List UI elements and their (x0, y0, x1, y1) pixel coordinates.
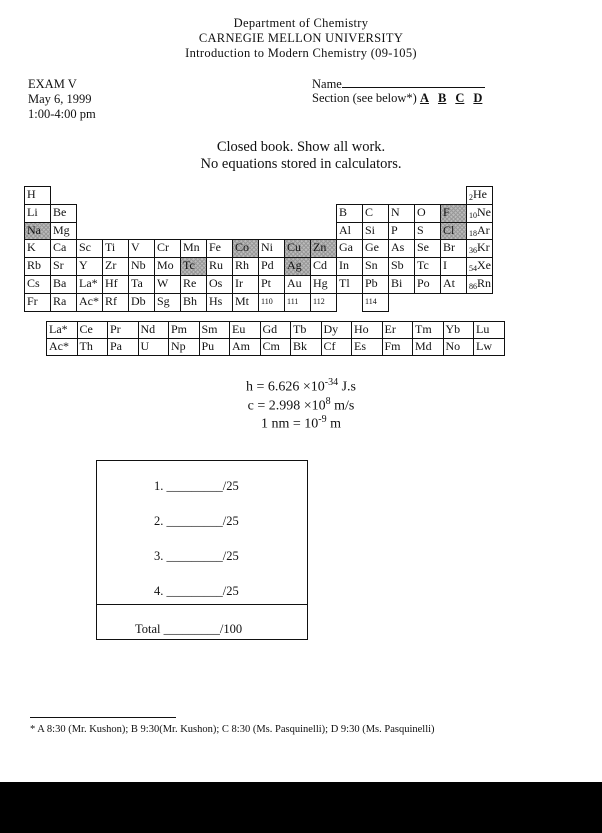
element-ga: Ga (336, 239, 363, 258)
element-ag: Ag (284, 257, 311, 276)
element-ra: Ra (50, 293, 77, 312)
element-co: Co (232, 239, 259, 258)
element-at: At (440, 275, 467, 294)
element-dy: Dy (321, 321, 353, 339)
section-option-c[interactable]: C (455, 91, 465, 105)
element-zn: Zn (310, 239, 337, 258)
element-hs: Hs (206, 293, 233, 312)
element-la-star: La* (46, 321, 78, 339)
element-fr: Fr (24, 293, 51, 312)
element-ac-star: Ac* (76, 293, 103, 312)
element-mg: Mg (50, 222, 77, 241)
instruction-calculators: No equations stored in calculators. (200, 156, 402, 172)
element-ge: Ge (362, 239, 389, 258)
element-sg: Sg (154, 293, 181, 312)
element-o: O (414, 204, 441, 223)
score-row-1[interactable]: 1. _________/25 (154, 479, 239, 493)
element-mt: Mt (232, 293, 259, 312)
name-underline (342, 76, 485, 88)
element-sc: Sc (76, 239, 103, 258)
element-c: C (362, 204, 389, 223)
element-yb: Yb (443, 321, 475, 339)
instruction-closed-book: Closed book. Show all work. (216, 139, 386, 155)
constant-speed-of-light: $c = 2.998 \times 10^8$ m/s (247, 396, 355, 414)
element-pr: Pr (107, 321, 139, 339)
element-ir: Ir (232, 275, 259, 294)
element-md: Md (412, 338, 444, 356)
element-gd: Gd (260, 321, 292, 339)
element-h: H (24, 186, 51, 205)
element-ru: Ru (206, 257, 233, 276)
department-title: Department of Chemistry (233, 16, 369, 30)
element-rb: Rb (24, 257, 51, 276)
element-ho: Ho (351, 321, 383, 339)
constant-nanometer: 1 nm = $10^{-9}$ m (260, 414, 342, 432)
element-sm: Sm (199, 321, 231, 339)
element-xe: $_{54}$Xe (466, 257, 493, 276)
element-li: Li (24, 204, 51, 223)
element-bk: Bk (290, 338, 322, 356)
element-u: U (138, 338, 170, 356)
element-hg: Hg (310, 275, 337, 294)
element-rh: Rh (232, 257, 259, 276)
element-110: 110 (258, 293, 285, 312)
element-ne: $_{10}$Ne (466, 204, 493, 223)
element-n: N (388, 204, 415, 223)
section-option-d[interactable]: D (473, 91, 483, 105)
element-tc: Tc (180, 257, 207, 276)
element-112: 112 (310, 293, 337, 312)
element-se: Se (414, 239, 441, 258)
section-option-a[interactable]: A (419, 91, 429, 105)
element-np: Np (168, 338, 200, 356)
element-sr: Sr (50, 257, 77, 276)
element-po: Po (414, 275, 441, 294)
element-w: W (154, 275, 181, 294)
element-he: $_2$He (466, 186, 493, 205)
element-ni: Ni (258, 239, 285, 258)
element-kr: $_{36}$Kr (466, 239, 493, 258)
section-options (420, 91, 491, 105)
footnote-divider (30, 717, 176, 718)
score-row-3[interactable]: 3. _________/25 (154, 549, 239, 563)
element-ar: $_{18}$Ar (466, 222, 493, 241)
element-la-star: La* (76, 275, 103, 294)
atomic-number: 18 (469, 228, 477, 238)
element-rf: Rf (102, 293, 129, 312)
constant-planck: $h = 6.626 \times 10^{-34}$ J.s (245, 377, 357, 395)
element-y: Y (76, 257, 103, 276)
element-cl: Cl (440, 222, 467, 241)
score-row-4[interactable]: 4. _________/25 (154, 584, 239, 598)
element-sn: Sn (362, 257, 389, 276)
footnote-sections: * A 8:30 (Mr. Kushon); B 9:30(Mr. Kushon); C 8:30 (Ms. Pasquinelli); D 9:30 (Ms. Pasquinelli) (30, 724, 435, 735)
element-db: Db (128, 293, 155, 312)
element-mo: Mo (154, 257, 181, 276)
score-box (96, 460, 308, 640)
element-111: 111 (284, 293, 311, 312)
element-ta: Ta (128, 275, 155, 294)
element-nd: Nd (138, 321, 170, 339)
element-es: Es (351, 338, 383, 356)
element-eu: Eu (229, 321, 261, 339)
element-fm: Fm (382, 338, 414, 356)
element-rn: $_{86}$Rn (466, 275, 493, 294)
name-label: Name (312, 77, 342, 91)
atomic-number: 10 (469, 210, 477, 220)
element-i: I (440, 257, 467, 276)
university-title: CARNEGIE MELLON UNIVERSITY (198, 31, 404, 45)
element-ba: Ba (50, 275, 77, 294)
element-cf: Cf (321, 338, 353, 356)
atomic-number: 54 (469, 264, 477, 274)
section-option-b[interactable]: B (437, 91, 447, 105)
score-row-2[interactable]: 2. _________/25 (154, 514, 239, 528)
element-in: In (336, 257, 363, 276)
element-al: Al (336, 222, 363, 241)
element-na: Na (24, 222, 51, 241)
element-p: P (388, 222, 415, 241)
element-au: Au (284, 275, 311, 294)
atomic-number: 86 (469, 282, 477, 291)
score-total-row[interactable]: Total _________/100 (135, 622, 243, 636)
element-lu: Lu (473, 321, 505, 339)
scan-border (0, 782, 602, 833)
element-pa: Pa (107, 338, 139, 356)
element-bh: Bh (180, 293, 207, 312)
element-k: K (24, 239, 51, 258)
element-pm: Pm (168, 321, 200, 339)
element-er: Er (382, 321, 414, 339)
element-si: Si (362, 222, 389, 241)
element-lw: Lw (473, 338, 505, 356)
element-tm: Tm (412, 321, 444, 339)
element-mn: Mn (180, 239, 207, 258)
course-title: Introduction to Modern Chemistry (09-105) (185, 46, 417, 60)
element-sb: Sb (388, 257, 415, 276)
section-field[interactable] (312, 91, 491, 106)
element-bi: Bi (388, 275, 415, 294)
element-cu: Cu (284, 239, 311, 258)
element-b: B (336, 204, 363, 223)
element-ac-star: Ac* (46, 338, 78, 356)
name-field[interactable] (312, 76, 485, 92)
element-re: Re (180, 275, 207, 294)
element-th: Th (77, 338, 109, 356)
score-divider (97, 604, 307, 605)
element-as: As (388, 239, 415, 258)
element-zr: Zr (102, 257, 129, 276)
element-114: 114 (362, 293, 389, 312)
exam-time: 1:00-4:00 pm (28, 107, 96, 121)
section-label: Section (see below*) (312, 91, 417, 105)
element-tl: Tl (336, 275, 363, 294)
element-no: No (443, 338, 475, 356)
element-be: Be (50, 204, 77, 223)
element-ti: Ti (102, 239, 129, 258)
element-ca: Ca (50, 239, 77, 258)
element-tb: Tb (290, 321, 322, 339)
element-cs: Cs (24, 275, 51, 294)
element-pb: Pb (362, 275, 389, 294)
element-cm: Cm (260, 338, 292, 356)
element-br: Br (440, 239, 467, 258)
element-cr: Cr (154, 239, 181, 258)
element-am: Am (229, 338, 261, 356)
element-ce: Ce (77, 321, 109, 339)
exam-title: EXAM V (28, 77, 77, 91)
element-tc: Tc (414, 257, 441, 276)
element-f: F (440, 204, 467, 223)
element-pt: Pt (258, 275, 285, 294)
element-v: V (128, 239, 155, 258)
element-cd: Cd (310, 257, 337, 276)
element-pu: Pu (199, 338, 231, 356)
element-pd: Pd (258, 257, 285, 276)
atomic-number: 36 (469, 246, 477, 256)
element-hf: Hf (102, 275, 129, 294)
element-nb: Nb (128, 257, 155, 276)
exam-date: May 6, 1999 (28, 92, 92, 106)
atomic-number: 2 (469, 193, 473, 202)
element-s: S (414, 222, 441, 241)
element-fe: Fe (206, 239, 233, 258)
element-os: Os (206, 275, 233, 294)
